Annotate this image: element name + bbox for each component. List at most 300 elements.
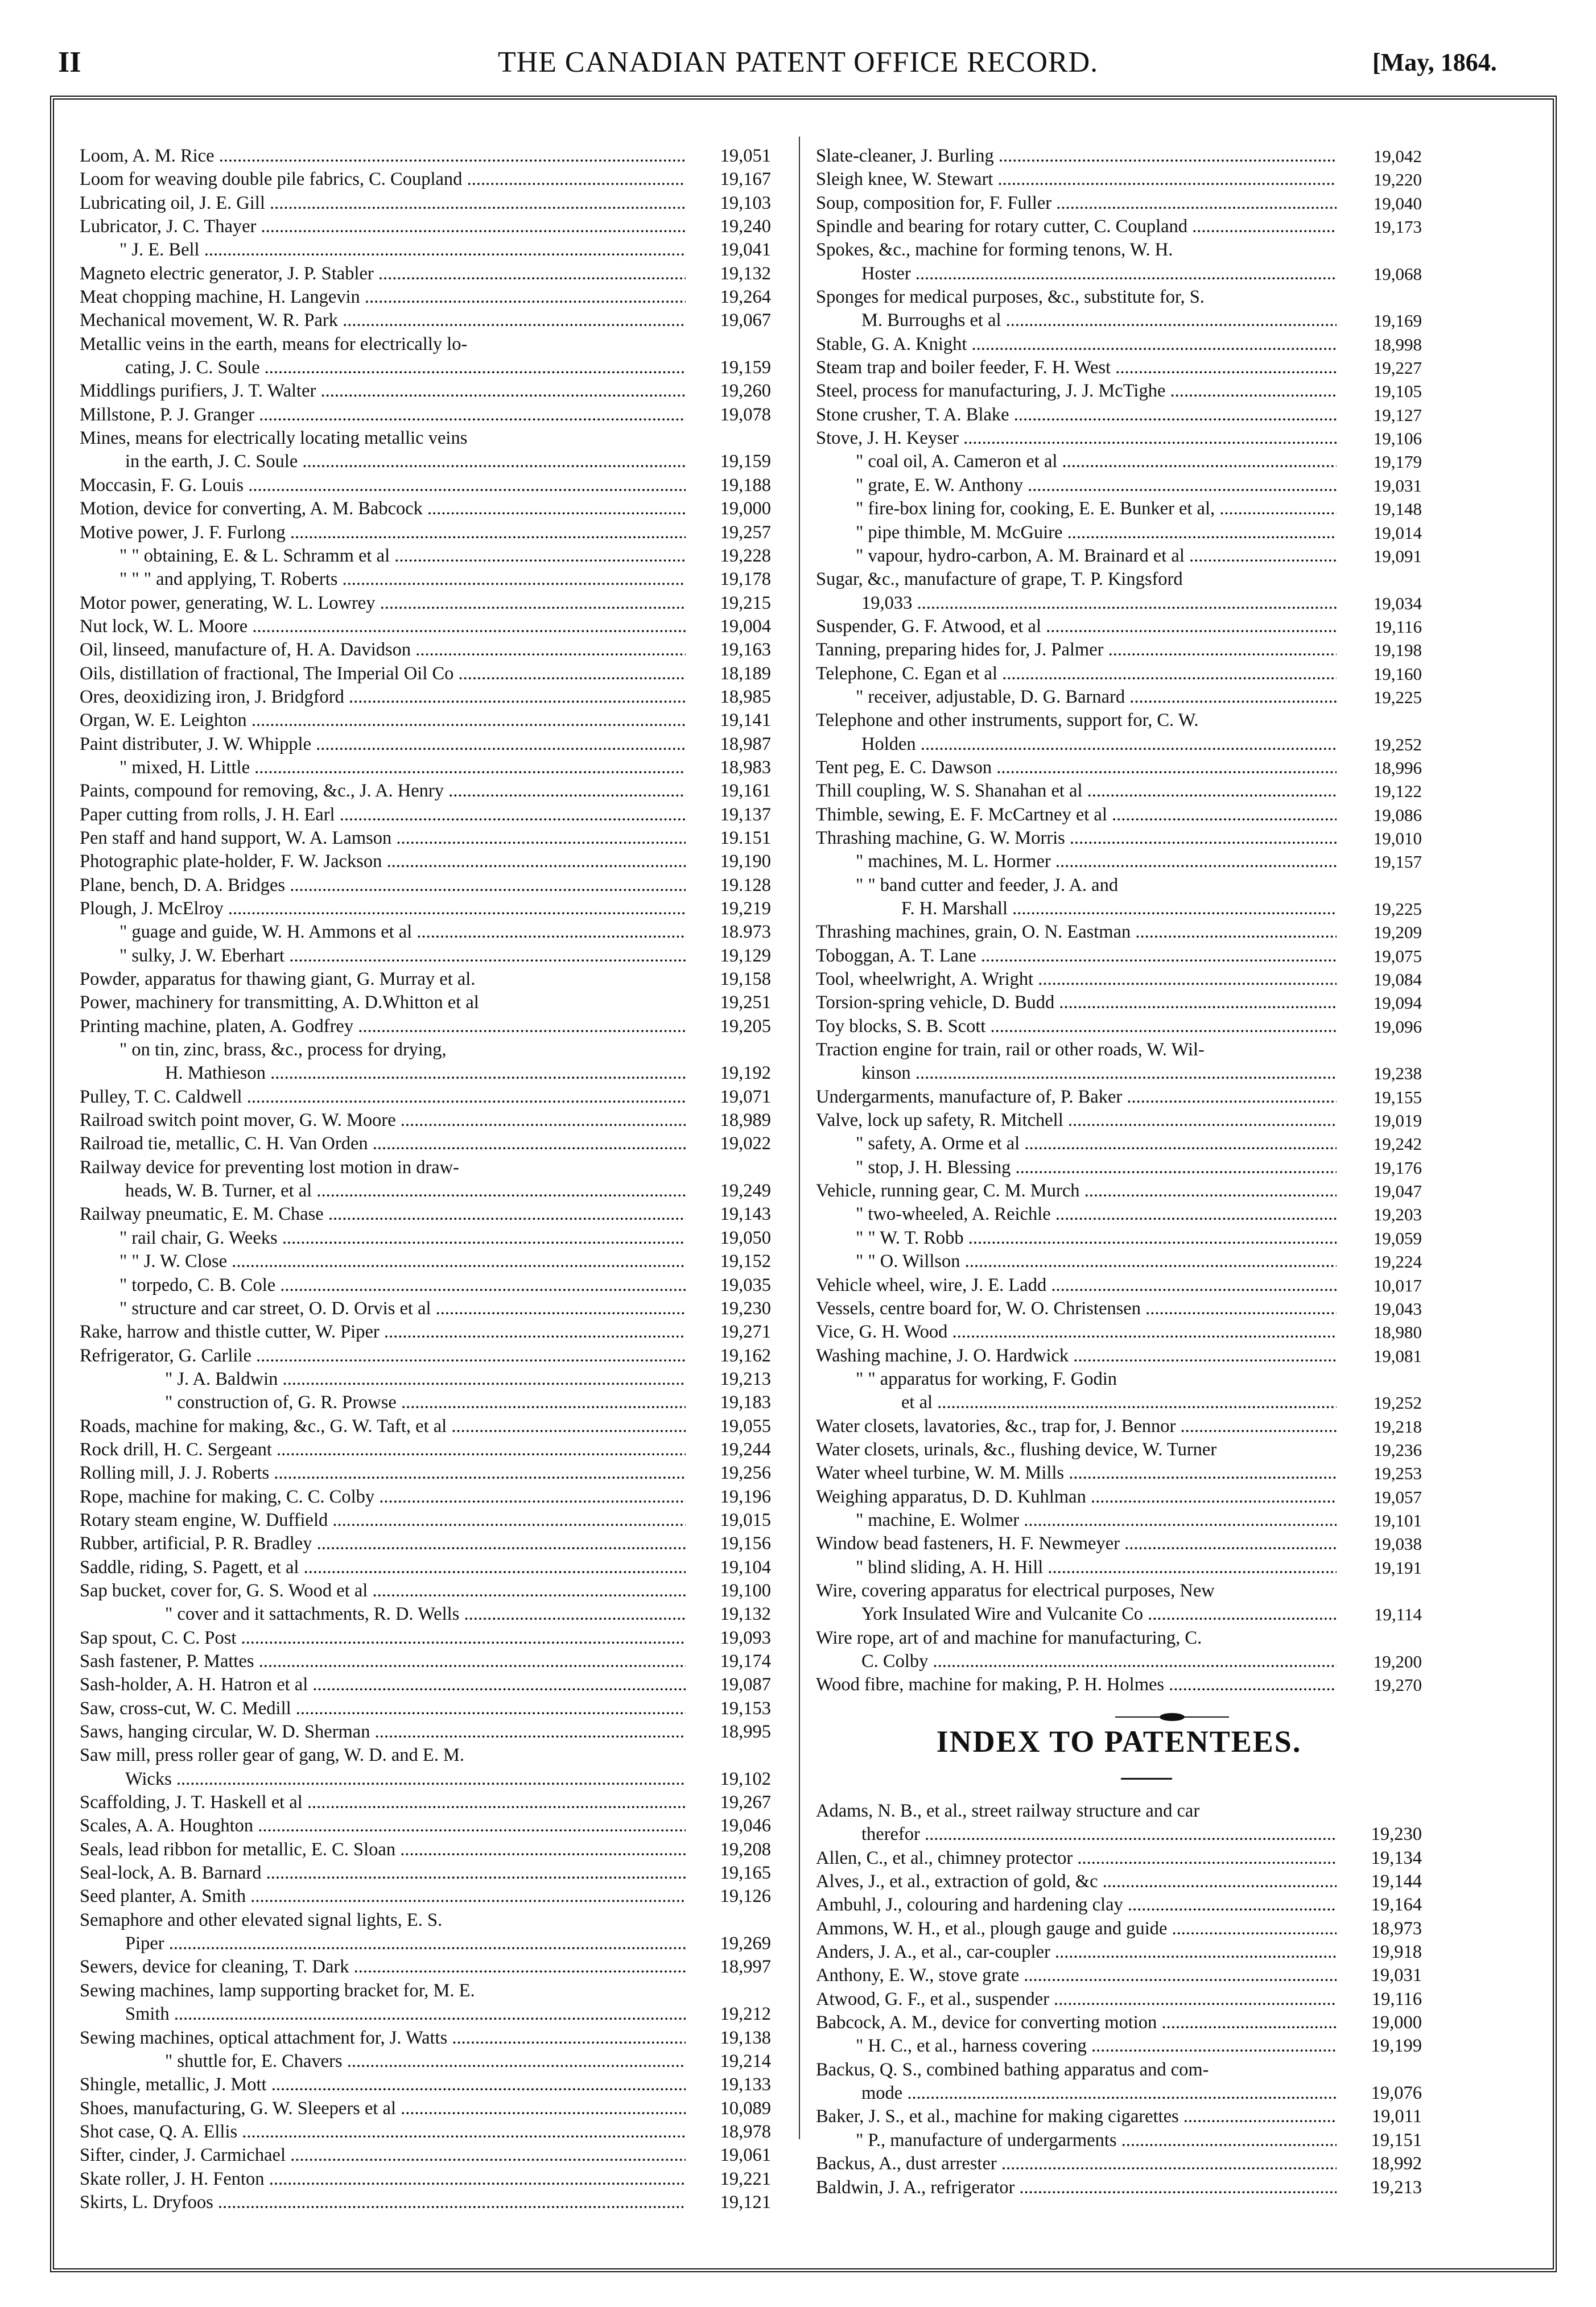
entry-subject-text: Steam trap and boiler feeder, F. H. West ..... xyxy=(816,357,1337,378)
index-entry xyxy=(80,638,771,662)
index-to-patentees-heading: INDEX TO PATENTEES. xyxy=(936,1724,1302,1759)
entry-subject-text: Pulley, T. C. Caldwell ..... xyxy=(80,1087,686,1107)
section-ornament xyxy=(1115,1712,1229,1722)
entry-subject-text: Railway pneumatic, E. M. Chase ..... xyxy=(80,1204,686,1224)
entry-subject xyxy=(80,1485,686,1509)
index-entry xyxy=(80,1627,771,1650)
entry-subject-text: Thrashing machines, grain, O. N. Eastman ..... xyxy=(816,922,1337,942)
patent-number: 19,059 xyxy=(1373,1228,1422,1248)
index-entry xyxy=(80,1579,771,1603)
patent-number: 19,167 xyxy=(720,169,771,190)
entry-subject xyxy=(80,1368,686,1391)
entry-subject xyxy=(80,827,686,850)
index-entry xyxy=(816,1297,1422,1320)
patent-number: 18,983 xyxy=(720,757,771,778)
index-entry xyxy=(816,827,1422,850)
entry-subject-text: Oil, linseed, manufacture of, H. A. Davidson ..... xyxy=(80,639,686,660)
entry-subject-line-1: Sugar, &c., manufacture of grape, T. P. Kingsford xyxy=(816,569,1183,590)
index-entry xyxy=(80,215,771,238)
patent-number: 19,173 xyxy=(1373,217,1422,237)
entry-subject xyxy=(80,1814,686,1838)
index-entry xyxy=(80,1415,771,1438)
patent-number: 19,137 xyxy=(720,804,771,825)
entry-subject-text: Thimble, sewing, E. F. McCartney et al ..... xyxy=(816,804,1337,825)
index-entry xyxy=(816,1203,1422,1226)
patent-number: 19,057 xyxy=(1373,1487,1422,1507)
index-entry xyxy=(80,592,771,615)
entry-subject-text: " grate, E. W. Anthony ..... xyxy=(856,475,1337,496)
index-entry xyxy=(80,497,771,521)
entry-subject xyxy=(816,168,1337,191)
entry-subject-text: Lubricator, J. C. Thayer ..... xyxy=(80,216,686,237)
index-entry xyxy=(80,1274,771,1297)
entry-subject-line-2: H. Mathieson ..... xyxy=(119,1062,686,1085)
entry-subject xyxy=(80,215,686,238)
entry-subject-text: Vehicle, running gear, C. M. Murch ..... xyxy=(816,1181,1337,1201)
entry-subject xyxy=(80,2027,686,2050)
patent-number: 19,227 xyxy=(1373,358,1422,378)
index-entry xyxy=(80,2073,771,2096)
entry-subject-text: " J. E. Bell ..... xyxy=(119,240,686,260)
patent-number: 18,998 xyxy=(1373,334,1422,354)
patent-number: 19,121 xyxy=(720,2192,771,2213)
index-entry xyxy=(816,779,1422,803)
entry-subject-line-2: C. Colby ..... xyxy=(816,1650,1337,1673)
entry-subject xyxy=(816,1847,1337,1870)
entry-subject-text: Anders, J. A., et al., car-coupler ..... xyxy=(816,1942,1337,1962)
entry-subject-line-1: " on tin, zinc, brass, &c., process for drying, xyxy=(119,1039,447,1060)
entry-subject-text: Telephone, C. Egan et al ..... xyxy=(816,663,1337,684)
index-entry xyxy=(816,379,1422,403)
entry-subject-text: " " " and applying, T. Roberts ..... xyxy=(119,569,686,589)
patent-number: 19,004 xyxy=(720,616,771,637)
entry-subject xyxy=(816,1368,1337,1415)
entry-subject-text: Millstone, P. J. Granger ..... xyxy=(80,405,686,425)
entry-subject-line-1: Adams, N. B., et al., street railway structure and car xyxy=(816,1801,1200,1821)
entry-subject-line-2: York Insulated Wire and Vulcanite Co ..... xyxy=(816,1603,1337,1626)
entry-subject xyxy=(816,615,1337,638)
patent-number: 19,114 xyxy=(1374,1604,1422,1625)
entry-subject xyxy=(80,1791,686,1814)
entry-subject-line-1: Backus, Q. S., combined bathing apparatus and com- xyxy=(816,2059,1209,2080)
index-entry xyxy=(80,474,771,497)
entry-subject-line-1: Mines, means for electrically locating metallic veins xyxy=(80,428,468,449)
entry-subject-text: Shoes, manufacturing, G. W. Sleepers et al ..... xyxy=(80,2098,686,2119)
entry-subject xyxy=(80,1650,686,1673)
entry-subject xyxy=(80,145,686,168)
patent-number: 19,067 xyxy=(720,310,771,331)
index-entry xyxy=(816,1320,1422,1344)
entry-subject xyxy=(80,1509,686,1532)
entry-subject-text: Rope, machine for making, C. C. Colby ..... xyxy=(80,1487,686,1507)
entry-subject xyxy=(80,1720,686,1744)
entry-subject xyxy=(816,215,1337,238)
entry-subject-line-1: Saw mill, press roller gear of gang, W. D. and E. M. xyxy=(80,1745,465,1766)
patent-number: 19,190 xyxy=(720,851,771,872)
index-to-patentees-list xyxy=(816,1800,1422,2199)
patent-number: 18,980 xyxy=(1373,1322,1422,1343)
entry-subject-line-2: Piper ..... xyxy=(80,1932,686,1955)
entry-subject xyxy=(80,1086,686,1109)
entry-subject-text: Rake, harrow and thistle cutter, W. Piper ..... xyxy=(80,1322,686,1342)
patent-number: 19,000 xyxy=(1371,2012,1422,2033)
entry-subject xyxy=(816,1109,1337,1132)
entry-subject xyxy=(80,1391,686,1414)
entry-subject-text: Pen staff and hand support, W. A. Lamson ..... xyxy=(80,828,686,848)
index-entry xyxy=(816,1227,1422,1250)
entry-subject-text: Railroad tie, metallic, C. H. Van Orden ..... xyxy=(80,1133,686,1154)
patent-number: 19,155 xyxy=(1373,1087,1422,1107)
entry-subject-text: Vehicle wheel, wire, J. E. Ladd ..... xyxy=(816,1275,1337,1295)
entry-subject-text: " structure and car street, O. D. Orvis et al ..... xyxy=(119,1298,686,1319)
index-entry xyxy=(80,403,771,427)
entry-subject xyxy=(816,1132,1337,1155)
index-entry xyxy=(816,1673,1422,1697)
entry-subject-text: " two-wheeled, A. Reichle ..... xyxy=(856,1204,1337,1224)
entry-subject xyxy=(80,2191,686,2214)
entry-subject xyxy=(816,1509,1337,1532)
index-entry xyxy=(80,2191,771,2214)
entry-subject xyxy=(816,497,1337,521)
patent-number: 18,978 xyxy=(720,2121,771,2142)
entry-subject xyxy=(80,1697,686,1720)
entry-subject-text: Skate roller, J. H. Fenton ..... xyxy=(80,2169,686,2189)
index-entry xyxy=(816,403,1422,427)
patent-number: 19,014 xyxy=(1373,522,1422,543)
entry-subject-text: Sap spout, C. C. Post ..... xyxy=(80,1628,686,1648)
entry-subject xyxy=(80,286,686,309)
patent-number: 19,031 xyxy=(1371,1965,1422,1986)
entry-subject-text: Anthony, E. W., stove grate ..... xyxy=(816,1965,1337,1986)
index-entry xyxy=(816,756,1422,779)
entry-subject-text: Power, machinery for transmitting, A. D.Whitton et al xyxy=(80,992,479,1013)
entry-subject-text: Soup, composition for, F. Fuller ..... xyxy=(816,193,1337,213)
entry-subject-line-2: Smith ..... xyxy=(80,2003,686,2026)
entry-subject-text: Motor power, generating, W. L. Lowrey ..... xyxy=(80,593,686,613)
index-entry xyxy=(816,2011,1422,2034)
patent-number: 19,141 xyxy=(720,710,771,731)
entry-subject-line-2: heads, W. B. Turner, et al ..... xyxy=(80,1179,686,1203)
index-entry xyxy=(80,1462,771,1485)
entry-subject xyxy=(80,2097,686,2120)
index-entry xyxy=(80,968,771,991)
entry-subject xyxy=(816,1227,1337,1250)
patent-number: 18,987 xyxy=(720,733,771,754)
entry-subject xyxy=(816,2176,1337,2199)
patent-number: 19,205 xyxy=(720,1016,771,1037)
patent-number: 19,047 xyxy=(1373,1181,1422,1202)
entry-subject-text: Paint distributer, J. W. Whipple ..... xyxy=(80,734,686,754)
entry-subject xyxy=(816,1673,1337,1697)
patent-number: 10,017 xyxy=(1373,1275,1422,1295)
entry-subject-text: Sifter, cinder, J. Carmichael ..... xyxy=(80,2145,686,2165)
index-entry xyxy=(80,615,771,638)
index-column-left xyxy=(80,145,771,2214)
entry-subject xyxy=(80,662,686,686)
index-entry xyxy=(816,1988,1422,2011)
patent-number: 19,126 xyxy=(720,1886,771,1907)
entry-subject xyxy=(80,1156,686,1203)
patent-number: 18,973 xyxy=(1371,1918,1422,1939)
patent-number: 19,198 xyxy=(1373,640,1422,661)
entry-subject-text: " machines, M. L. Hormer ..... xyxy=(856,851,1337,872)
patent-number: 19,153 xyxy=(720,1698,771,1719)
entry-subject-text: Baker, J. S., et al., machine for making cigarettes ..... xyxy=(816,2106,1337,2127)
entry-subject-text: Allen, C., et al., chimney protector ..... xyxy=(816,1848,1337,1868)
entry-subject xyxy=(80,1556,686,1579)
patent-number: 19,127 xyxy=(1373,405,1422,425)
entry-subject-text: " rail chair, G. Weeks ..... xyxy=(119,1228,686,1248)
entry-subject-text: Motive power, J. F. Furlong ..... xyxy=(80,522,686,543)
entry-subject-text: Paper cutting from rolls, J. H. Earl ..... xyxy=(80,804,686,825)
patent-number: 19,038 xyxy=(1373,1534,1422,1554)
index-entry xyxy=(80,1720,771,1744)
patent-number: 19,199 xyxy=(1371,2036,1422,2057)
entry-subject xyxy=(816,1344,1337,1368)
index-entry xyxy=(80,1344,771,1368)
entry-subject xyxy=(80,2120,686,2144)
entry-subject xyxy=(816,779,1337,803)
entry-subject-text: Railroad switch point mover, G. W. Moore ..... xyxy=(80,1110,686,1130)
index-entry xyxy=(816,1964,1422,1987)
index-entry xyxy=(80,333,771,380)
entry-subject xyxy=(816,1800,1337,1847)
patent-number: 19,157 xyxy=(1373,852,1422,872)
patent-number: 19,212 xyxy=(720,2004,771,2025)
entry-subject-text: Scales, A. A. Houghton ..... xyxy=(80,1815,686,1836)
entry-subject-text: Rubber, artificial, P. R. Bradley ..... xyxy=(80,1533,686,1554)
entry-subject xyxy=(816,286,1337,333)
entry-subject xyxy=(816,944,1337,968)
entry-subject xyxy=(80,544,686,568)
entry-subject-text: Saw, cross-cut, W. C. Medill ..... xyxy=(80,1698,686,1719)
entry-subject xyxy=(816,145,1337,168)
entry-subject xyxy=(80,1132,686,1155)
entry-subject-line-1: Wire rope, art of and machine for manufacturing, C. xyxy=(816,1627,1202,1648)
entry-subject xyxy=(80,592,686,615)
patent-number: 19,161 xyxy=(720,781,771,802)
entry-subject-text: Mechanical movement, W. R. Park ..... xyxy=(80,310,686,331)
entry-subject-line-2: kinson ..... xyxy=(816,1062,1337,1085)
index-entry xyxy=(816,1344,1422,1368)
patent-number: 19,132 xyxy=(720,1604,771,1625)
index-entry xyxy=(80,1086,771,1109)
index-entry xyxy=(816,1038,1422,1086)
entry-subject-line-2: Hoster ..... xyxy=(816,262,1337,286)
entry-subject xyxy=(80,803,686,827)
entry-subject-line-2: Wicks ..... xyxy=(80,1768,686,1791)
patent-number: 18,997 xyxy=(720,1957,771,1978)
entry-subject-text: Window bead fasteners, H. F. Newmeyer ..... xyxy=(816,1533,1337,1554)
patent-number: 18,189 xyxy=(720,663,771,684)
patent-number: 19,264 xyxy=(720,287,771,308)
entry-subject-text: Magneto electric generator, J. P. Stabler ..... xyxy=(80,263,686,284)
entry-subject xyxy=(80,1579,686,1603)
patent-number: 19,208 xyxy=(720,1839,771,1860)
entry-subject-text: Loom for weaving double pile fabrics, C. Coupland ..... xyxy=(80,169,686,189)
entry-subject xyxy=(80,1438,686,1462)
patent-number: 19,158 xyxy=(720,969,771,990)
index-entry xyxy=(80,145,771,168)
index-entry xyxy=(80,1814,771,1838)
entry-subject-text: Vice, G. H. Wood ..... xyxy=(816,1322,1337,1342)
patent-number: 19,256 xyxy=(720,1463,771,1484)
entry-subject xyxy=(816,1964,1337,1987)
entry-subject xyxy=(816,2152,1337,2176)
index-entry xyxy=(80,2168,771,2191)
patent-number: 19,225 xyxy=(1373,899,1422,919)
index-entry xyxy=(80,756,771,779)
index-entry xyxy=(80,2144,771,2167)
entry-subject-text: Ambuhl, J., colouring and hardening clay ..... xyxy=(816,1895,1337,1915)
entry-subject xyxy=(816,1917,1337,1941)
entry-subject xyxy=(816,850,1337,873)
patent-number: 19,019 xyxy=(1373,1111,1422,1131)
patent-number: 19,011 xyxy=(1371,2106,1422,2127)
index-entry xyxy=(80,262,771,286)
patent-number: 19,101 xyxy=(1373,1510,1422,1530)
entry-subject-line-2: Holden ..... xyxy=(816,733,1337,756)
patent-number: 19,144 xyxy=(1371,1871,1422,1892)
index-entry xyxy=(816,1415,1422,1438)
patent-number: 19,078 xyxy=(720,404,771,425)
entry-subject xyxy=(80,474,686,497)
entry-subject xyxy=(816,1870,1337,1893)
patent-number: 19,122 xyxy=(1373,781,1422,802)
entry-subject xyxy=(816,662,1337,686)
entry-subject-text: " coal oil, A. Cameron et al ..... xyxy=(856,451,1337,472)
patent-number: 19,051 xyxy=(720,146,771,166)
entry-subject-text: Organ, W. E. Leighton ..... xyxy=(80,710,686,731)
entry-subject-text: Sash fastener, P. Mattes ..... xyxy=(80,1651,686,1672)
entry-subject xyxy=(816,1415,1337,1438)
index-entry xyxy=(80,1227,771,1250)
entry-subject xyxy=(816,333,1337,356)
entry-subject-text: " machine, E. Wolmer ..... xyxy=(856,1510,1337,1530)
entry-subject-text: Weighing apparatus, D. D. Kuhlman ..... xyxy=(816,1487,1337,1507)
index-entry xyxy=(816,1156,1422,1179)
index-entry xyxy=(816,1368,1422,1415)
entry-subject-text: Steel, process for manufacturing, J. J. McTighe ..... xyxy=(816,381,1337,401)
heading-underline xyxy=(1121,1778,1172,1780)
entry-subject-text: Seals, lead ribbon for metallic, E. C. Sloan ..... xyxy=(80,1839,686,1860)
entry-subject-text: " vapour, hydro-carbon, A. M. Brainard et al ..... xyxy=(856,546,1337,566)
patent-number: 19,096 xyxy=(1373,1016,1422,1037)
entry-subject xyxy=(80,921,686,944)
entry-subject xyxy=(80,1862,686,1885)
entry-subject xyxy=(80,1109,686,1132)
index-entry xyxy=(816,2129,1422,2152)
entry-subject-text: " shuttle for, E. Chavers ..... xyxy=(165,2051,686,2071)
entry-subject-text: " pipe thimble, M. McGuire ..... xyxy=(856,522,1337,543)
entry-subject-text: Stove, J. H. Keyser ..... xyxy=(816,428,1337,448)
entry-subject-text: Photographic plate-holder, F. W. Jackson ..... xyxy=(80,851,686,872)
patent-number: 19,196 xyxy=(720,1486,771,1507)
patent-number: 19,164 xyxy=(1371,1895,1422,1916)
entry-subject xyxy=(816,544,1337,568)
patent-number: 19,156 xyxy=(720,1533,771,1554)
patent-number: 19,225 xyxy=(1373,687,1422,707)
patent-number: 19,091 xyxy=(1373,546,1422,566)
index-entry xyxy=(80,1697,771,1720)
index-entry xyxy=(816,662,1422,686)
entry-subject xyxy=(816,2105,1337,2128)
index-entry xyxy=(816,1800,1422,1847)
entry-subject-text: " " O. Willson ..... xyxy=(856,1251,1337,1272)
entry-subject xyxy=(816,1015,1337,1038)
patent-number: 19,244 xyxy=(720,1439,771,1460)
entry-subject xyxy=(816,521,1337,544)
entry-subject-text: " receiver, adjustable, D. G. Barnard ..... xyxy=(856,687,1337,707)
index-entry xyxy=(816,2034,1422,2058)
patent-number: 19,031 xyxy=(1373,475,1422,496)
index-entry xyxy=(80,2050,771,2073)
entry-subject-text: Tent peg, E. C. Dawson ..... xyxy=(816,757,1337,778)
index-entry xyxy=(80,1109,771,1132)
entry-subject xyxy=(80,192,686,215)
entry-subject-line-1: Railway device for preventing lost motion in draw- xyxy=(80,1157,459,1178)
patent-number: 19,151 xyxy=(1371,2129,1422,2151)
entry-subject-text: Atwood, G. F., et al., suspender ..... xyxy=(816,1989,1337,2009)
index-entry xyxy=(816,427,1422,450)
index-entry xyxy=(80,1556,771,1579)
entry-subject-line-1: Semaphore and other elevated signal lights, E. S. xyxy=(80,1909,443,1930)
index-entry xyxy=(80,779,771,803)
patent-number: 19,163 xyxy=(720,639,771,661)
index-entry xyxy=(816,1556,1422,1579)
entry-subject xyxy=(80,1603,686,1626)
index-entry xyxy=(80,238,771,262)
patent-number: 19,215 xyxy=(720,592,771,613)
patent-number: 19,230 xyxy=(720,1298,771,1319)
entry-subject-text: Rolling mill, J. J. Roberts ..... xyxy=(80,1463,686,1483)
index-entry xyxy=(80,991,771,1014)
patent-number: 19,046 xyxy=(720,1815,771,1836)
index-entry xyxy=(80,803,771,827)
entry-subject xyxy=(816,192,1337,215)
index-entry xyxy=(816,874,1422,921)
entry-subject xyxy=(816,686,1337,709)
index-entry xyxy=(816,638,1422,662)
entry-subject-text: Water closets, lavatories, &c., trap for, J. Bennor ..... xyxy=(816,1416,1337,1437)
entry-subject xyxy=(80,1462,686,1485)
entry-subject xyxy=(80,497,686,521)
patent-number: 19,260 xyxy=(720,381,771,402)
patent-number: 19,093 xyxy=(720,1627,771,1648)
patent-number: 19,249 xyxy=(720,1181,771,1202)
patent-number: 19,042 xyxy=(1373,146,1422,166)
patent-number: 19,076 xyxy=(1371,2083,1422,2104)
entry-subject-text: Lubricating oil, J. E. Gill ..... xyxy=(80,193,686,213)
index-entry xyxy=(80,1391,771,1414)
entry-subject xyxy=(80,309,686,332)
patent-number: 19,192 xyxy=(720,1063,771,1084)
column-divider xyxy=(799,137,800,2139)
index-entry xyxy=(80,1368,771,1391)
entry-subject xyxy=(816,1438,1337,1462)
entry-subject-text: Seed planter, A. Smith ..... xyxy=(80,1886,686,1906)
patent-number: 19,081 xyxy=(1373,1346,1422,1366)
entry-subject-text: Refrigerator, G. Carlile ..... xyxy=(80,1346,686,1366)
entry-subject xyxy=(80,1673,686,1697)
index-entry xyxy=(80,1744,771,1791)
entry-subject-text: Water closets, urinals, &c., flushing device, W. Turner xyxy=(816,1439,1217,1460)
patent-number: 19,103 xyxy=(720,192,771,213)
patent-number: 19,269 xyxy=(720,1933,771,1954)
entry-subject-line-2: F. H. Marshall ..... xyxy=(856,897,1337,921)
index-entry xyxy=(816,2152,1422,2176)
entry-subject xyxy=(80,1909,686,1956)
